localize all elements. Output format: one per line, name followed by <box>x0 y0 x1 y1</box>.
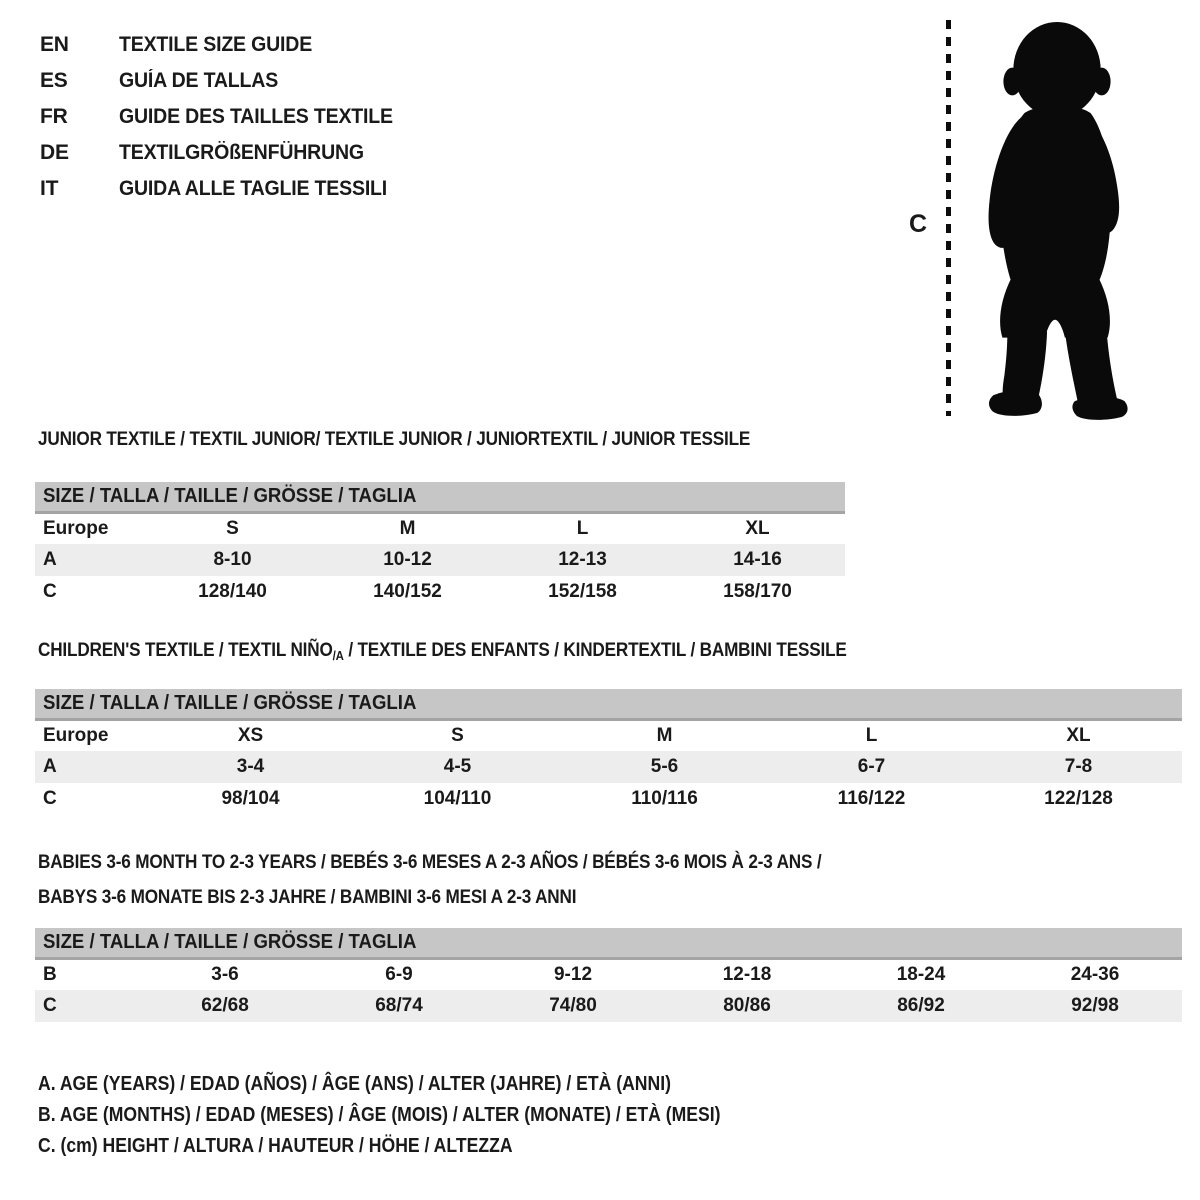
legend-line-b: B. AGE (MONTHS) / EDAD (MESES) / ÂGE (MOIS) / ALTER (MONATE) / ETÀ (MESI) <box>38 1104 721 1126</box>
size-cell: 3-4 <box>147 751 354 783</box>
size-cell: 140/152 <box>373 581 442 602</box>
row-label: Europe <box>43 517 109 539</box>
size-cell: XL <box>1066 724 1091 746</box>
size-cell: 68/74 <box>312 990 486 1022</box>
size-header-label: SIZE / TALLA / TAILLE / GRÖSSE / TAGLIA <box>43 484 417 507</box>
size-cell: 14-16 <box>670 544 845 576</box>
age-years-row <box>35 544 845 576</box>
children-section-title <box>38 639 957 663</box>
size-header-row <box>35 689 1182 719</box>
legend-line-a: A. AGE (YEARS) / EDAD (AÑOS) / ÂGE (ANS) / ALTER (JAHRE) / ETÀ (ANNI) <box>38 1073 671 1095</box>
size-cell: 9-12 <box>553 963 593 985</box>
legend-line-c: C. (cm) HEIGHT / ALTURA / HAUTEUR / HÖHE / ALTEZZA <box>38 1135 513 1157</box>
size-cell: 8-10 <box>145 544 320 576</box>
nino-a-subscript: /A <box>332 648 344 663</box>
size-cell: 92/98 <box>1008 990 1182 1022</box>
junior-title-text: JUNIOR TEXTILE / TEXTIL JUNIOR/ TEXTILE JUNIOR / JUNIORTEXTIL / JUNIOR TESSILE <box>38 428 751 450</box>
junior-size-table <box>35 482 845 608</box>
size-cell: 80/86 <box>660 990 834 1022</box>
size-cell: 4-5 <box>354 751 561 783</box>
language-code-it: IT <box>40 177 59 200</box>
size-cell: 3-6 <box>211 963 239 985</box>
height-measure-label: C <box>909 210 928 238</box>
row-label: A <box>35 751 147 783</box>
row-label: C <box>43 581 57 602</box>
babies-title-line2: BABYS 3-6 MONATE BIS 2-3 JAHRE / BAMBINI 3-6 MESI A 2-3 ANNI <box>38 886 577 908</box>
height-measure-dashed-line <box>946 20 951 416</box>
size-cell: 12-13 <box>495 544 670 576</box>
language-code-de: DE <box>40 141 69 164</box>
size-cell: XS <box>237 724 264 746</box>
size-cell: 116/122 <box>837 788 906 809</box>
size-cell: S <box>226 517 239 539</box>
size-cell: M <box>656 724 673 746</box>
language-row <box>40 171 413 207</box>
europe-row <box>35 719 1182 751</box>
guide-title-es: GUÍA DE TALLAS <box>119 69 279 92</box>
size-cell: 6-7 <box>768 751 975 783</box>
size-cell: 104/110 <box>423 788 492 809</box>
row-label: C <box>43 788 57 809</box>
language-code-es: ES <box>40 69 68 92</box>
size-cell: 7-8 <box>975 751 1182 783</box>
europe-row <box>35 512 845 544</box>
row-label: A <box>35 544 145 576</box>
size-cell: M <box>399 517 416 539</box>
language-row <box>40 99 413 135</box>
size-cell: S <box>451 724 464 746</box>
height-row <box>35 990 1182 1022</box>
children-size-table <box>35 689 1182 815</box>
size-header-label: SIZE / TALLA / TAILLE / GRÖSSE / TAGLIA <box>43 691 417 714</box>
junior-section-title <box>38 428 847 451</box>
language-row <box>40 27 413 63</box>
size-cell: 18-24 <box>896 963 946 985</box>
size-cell: 74/80 <box>486 990 660 1022</box>
legend <box>38 1073 814 1166</box>
height-row <box>35 783 1182 815</box>
height-row <box>35 576 845 608</box>
children-title-text: CHILDREN'S TEXTILE / TEXTIL $NIÑO_{/A}$ / TEXTILE DES ENFANTS / KINDERTEXTIL / BAMBINI TESSILE <box>38 639 847 663</box>
guide-title-en: TEXTILE SIZE GUIDE <box>119 33 313 56</box>
size-cell: XL <box>745 517 770 539</box>
language-code-en: EN <box>40 33 69 56</box>
size-header-row <box>35 928 1182 958</box>
language-row <box>40 63 413 99</box>
size-cell: 98/104 <box>221 788 280 809</box>
row-label: Europe <box>43 724 109 746</box>
babies-section-title <box>38 845 928 915</box>
toddler-silhouette <box>967 18 1147 420</box>
guide-title-it: GUIDA ALLE TAGLIE TESSILI <box>119 177 388 200</box>
size-cell: 86/92 <box>834 990 1008 1022</box>
babies-size-table <box>35 928 1182 1022</box>
size-cell: 110/116 <box>631 788 698 809</box>
row-label: C <box>35 990 138 1022</box>
size-cell: 10-12 <box>320 544 495 576</box>
size-cell: 158/170 <box>723 581 792 602</box>
size-cell: 5-6 <box>561 751 768 783</box>
size-cell: 12-18 <box>722 963 772 985</box>
size-cell: 24-36 <box>1070 963 1120 985</box>
size-cell: 6-9 <box>385 963 413 985</box>
size-header-label: SIZE / TALLA / TAILLE / GRÖSSE / TAGLIA <box>43 930 417 953</box>
guide-title-de: TEXTILGRÖßENFÜHRUNG <box>119 141 364 164</box>
size-cell: 122/128 <box>1044 788 1113 809</box>
size-header-row <box>35 482 845 512</box>
guide-title-fr: GUIDE DES TAILLES TEXTILE <box>119 105 393 128</box>
age-months-row <box>35 958 1182 990</box>
row-label: B <box>43 963 57 985</box>
size-cell: 128/140 <box>198 581 267 602</box>
size-cell: 152/158 <box>548 581 617 602</box>
age-years-row <box>35 751 1182 783</box>
babies-title-line1: BABIES 3-6 MONTH TO 2-3 YEARS / BEBÉS 3-6 MESES A 2-3 AÑOS / BÉBÉS 3-6 MOIS À 2-3 ANS / <box>38 851 822 873</box>
size-cell: L <box>576 517 589 539</box>
size-cell: L <box>865 724 878 746</box>
language-row <box>40 135 413 171</box>
language-code-fr: FR <box>40 105 68 128</box>
size-cell: 62/68 <box>138 990 312 1022</box>
header-language-list <box>40 27 413 207</box>
